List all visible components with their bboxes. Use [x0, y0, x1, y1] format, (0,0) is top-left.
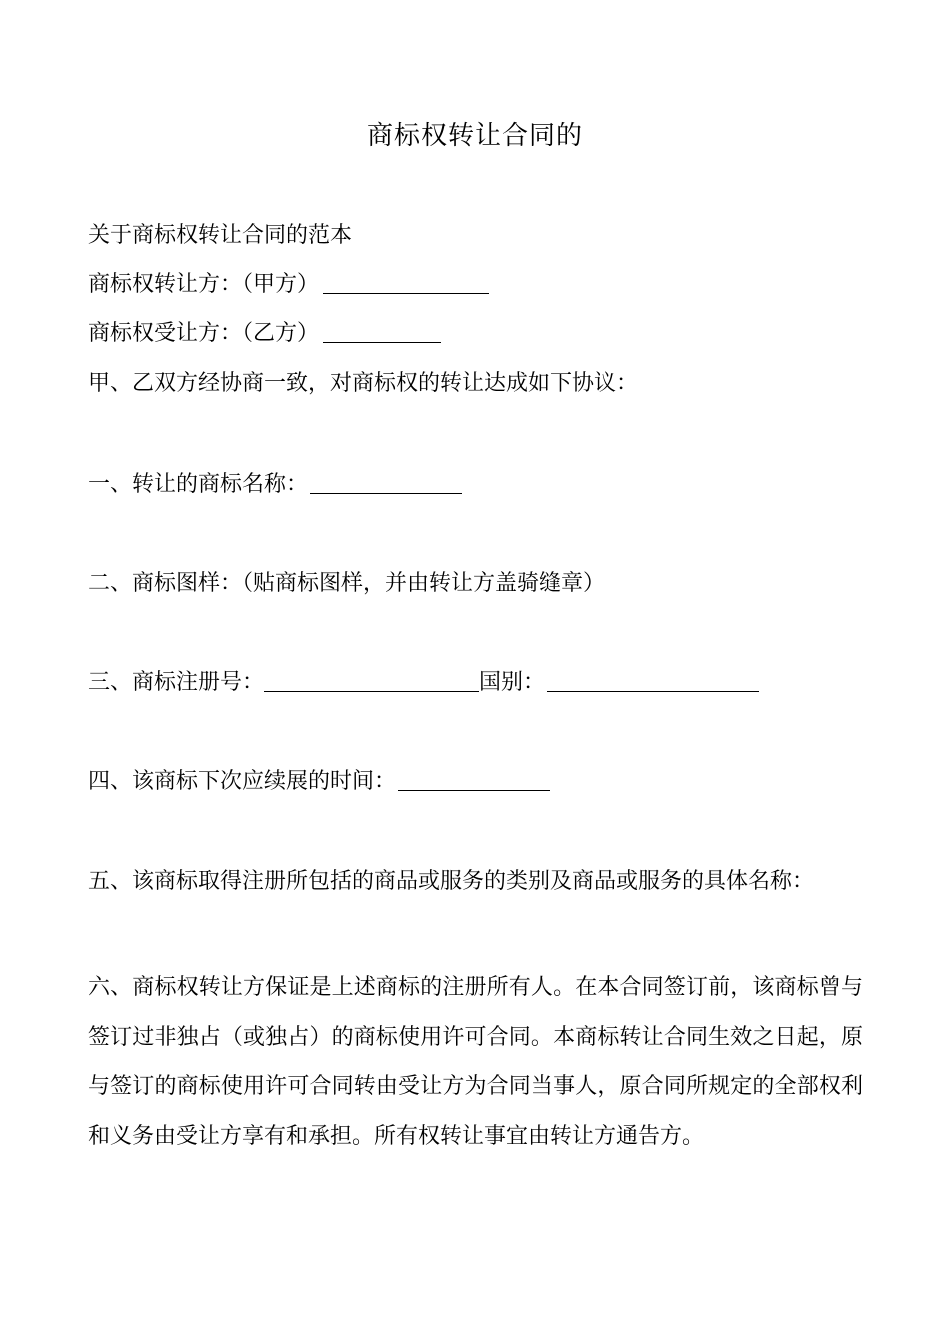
- clause-5: 五、该商标取得注册所包括的商品或服务的类别及商品或服务的具体名称：: [88, 869, 815, 894]
- party-a-blank: [323, 271, 489, 294]
- agreement-intro: 甲、乙双方经协商一致，对商标权的转让达成如下协议：: [88, 371, 639, 396]
- party-b-label: 商标权受让方：（乙方）: [88, 321, 320, 346]
- document-title: 商标权转让合同的: [366, 121, 583, 151]
- party-b-blank: [323, 320, 441, 343]
- clause-6: 六、商标权转让方保证是上述商标的注册所有人。在本合同签订前，该商标曾与签订过非独占（或独占）的商标使用许可合同。本商标转让合同生效之日起，原与签订的商标使用许可合同转由受让方为合同当事人，原合同所规定的全部权利和义务由受让方享有和承担。所有权转让事宜由转让方通告方。: [88, 975, 863, 1149]
- clause-4-label: 四、该商标下次应续展的时间：: [88, 769, 397, 794]
- party-b-line: [88, 317, 441, 351]
- clause-4: [88, 765, 550, 799]
- clause-1-label: 一、转让的商标名称：: [88, 472, 309, 497]
- clause-3-registration-blank: [264, 669, 479, 692]
- clause-3: [88, 666, 759, 700]
- document-subtitle: 关于商标权转让合同的范本: [88, 223, 353, 248]
- clause-1-blank: [310, 471, 462, 494]
- clause-1: [88, 468, 462, 502]
- party-a-line: [88, 268, 489, 302]
- clause-3-label: 三、商标注册号：: [88, 670, 265, 695]
- party-a-label: 商标权转让方：（甲方）: [88, 272, 320, 297]
- clause-2: 二、商标图样：（贴商标图样，并由转让方盖骑缝章）: [88, 571, 606, 596]
- clause-3-country-blank: [547, 669, 759, 692]
- clause-4-blank: [398, 768, 550, 791]
- clause-3-country-label: 国别：: [479, 670, 546, 695]
